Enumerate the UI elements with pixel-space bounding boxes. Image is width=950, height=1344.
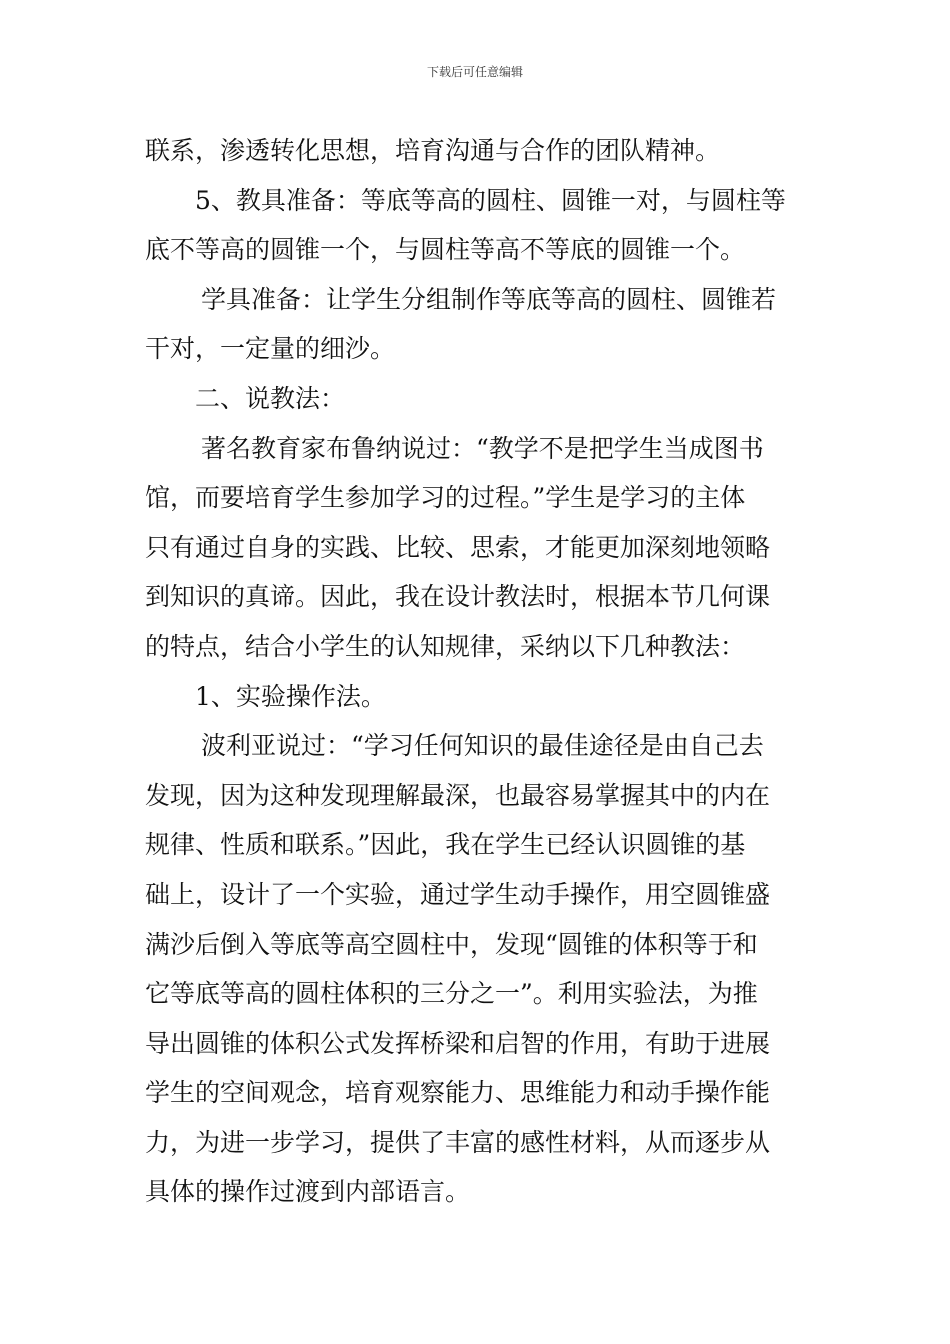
text-line: 发现，因为这种发现理解最深，也最容易掌握其中的内在 [145,780,771,810]
text-line: 具体的操作过渡到内部语言。 [145,1177,471,1207]
text-line: 著名教育家布鲁纳说过：“教学不是把学生当成图书 [201,433,764,463]
text-line: 规律、性质和联系。”因此，我在学生已经认识圆锥的基 [145,830,746,860]
text-line: 5、教具准备：等底等高的圆柱、圆锥一对，与圆柱等 [195,185,786,215]
section-heading: 二、说教法： [195,383,346,413]
text-line: 干对，一定量的细沙。 [145,334,396,364]
text-line: 到知识的真谛。因此，我在设计教法时，根据本节几何课 [145,582,771,612]
text-line: 它等底等高的圆柱体积的三分之一”。利用实验法，为推 [145,979,758,1009]
page-header: 下载后可任意编辑 [426,65,523,79]
text-line: 满沙后倒入等底等高空圆柱中，发现“圆锥的体积等于和 [145,929,758,959]
text-line: 学生的空间观念，培育观察能力、思维能力和动手操作能 [145,1078,771,1108]
text-line: 联系，渗透转化思想，培育沟通与合作的团队精神。 [145,136,721,165]
text-line: 馆，而要培育学生参加学习的过程。”学生是学习的主体 [145,483,746,513]
text-line: 础上，设计了一个实验，通过学生动手操作，用空圆锥盛 [145,879,771,909]
document-body [145,126,810,1217]
subsection-heading: 1、实验操作法。 [195,681,386,711]
text-line: 力，为进一步学习，提供了丰富的感性材料，从而逐步从 [145,1127,771,1157]
text-line: 只有通过自身的实践、比较、思索，才能更加深刻地领略 [145,532,771,562]
text-line: 波利亚说过：“学习任何知识的最佳途径是由自己去 [201,731,764,761]
text-line: 底不等高的圆锥一个，与圆柱等高不等底的圆锥一个。 [145,235,746,265]
text-line: 的特点，结合小学生的认知规律，采纳以下几种教法： [145,631,746,661]
text-line: 导出圆锥的体积公式发挥桥梁和启智的作用，有助于进展 [145,1028,771,1058]
text-line: 学具准备：让学生分组制作等底等高的圆柱、圆锥若 [201,284,777,314]
